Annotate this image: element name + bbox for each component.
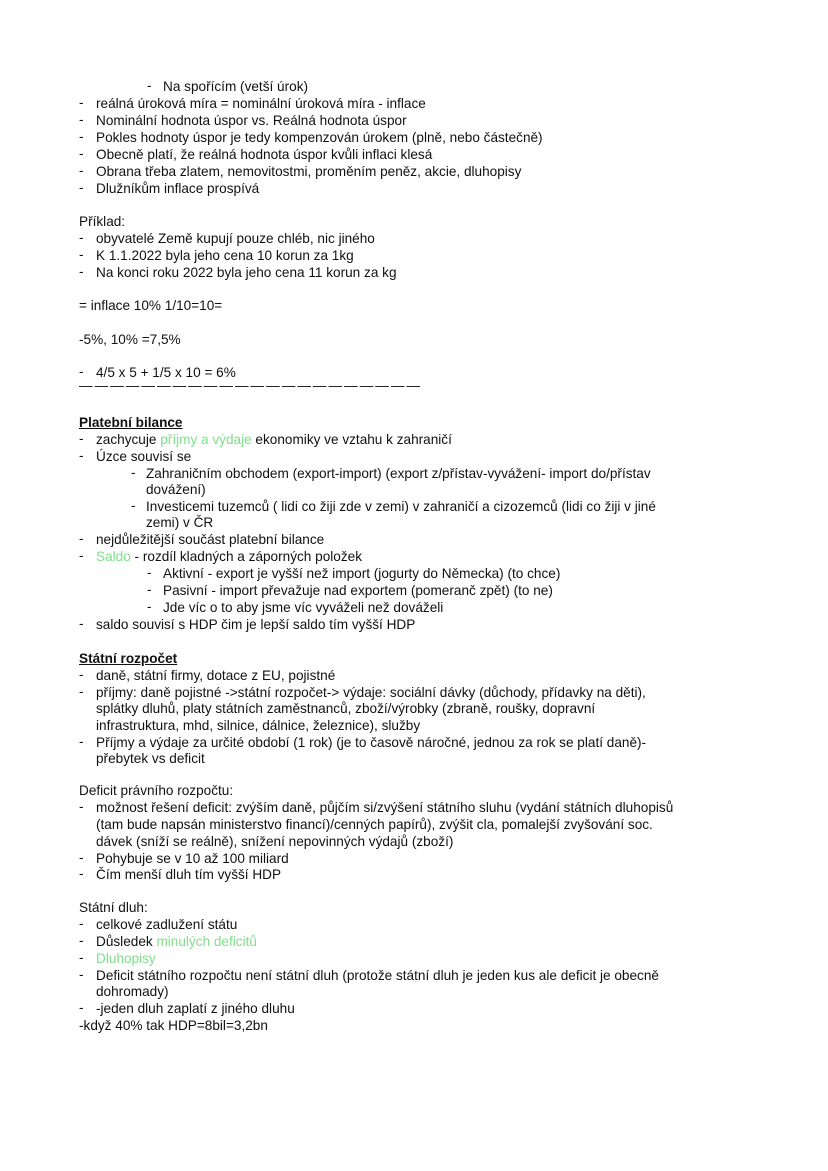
line: přebytek vs deficit (96, 751, 205, 766)
calc-line: 4/5 x 5 + 1/5 x 10 = 6% (96, 365, 236, 380)
line: Na spořícím (vetší úrok) (163, 79, 309, 94)
line: saldo souvisí s HDP čim je lepší saldo tím vyšší HDP (96, 617, 416, 632)
line: Pasivní - import převažuje nad exportem (pomeranč zpět) (to ne) (163, 583, 553, 598)
line: příjmy: daně pojistné ->státní rozpočet-> výdaje: sociální dávky (důchody, přídavky na děti), (96, 685, 646, 700)
section-heading: Státní rozpočet (79, 651, 178, 666)
line: Příjmy a výdaje za určité období (1 rok) (je to časově náročné, jednou za rok se platí daně)- (96, 735, 647, 750)
line: daně, státní firmy, dotace z EU, pojistné (96, 668, 336, 683)
example-title: Příklad: (79, 214, 126, 229)
line: splátky dluhů, platy státních zaměstnanců, zboží/výrobky (zbraně, roušky, dopravní (96, 701, 596, 716)
dash: - (79, 933, 84, 948)
dash: - (79, 247, 84, 262)
dash: - (147, 582, 152, 597)
calc-line: = inflace 10% 1/10=10= (79, 298, 223, 313)
dash: - (79, 531, 84, 546)
dash: - (79, 616, 84, 631)
dash: - (79, 146, 84, 161)
line: infrastruktura, mhd, silnice, dálnice, železnice), služby (96, 718, 421, 733)
subsection-title: Státní dluh: (79, 900, 148, 915)
highlight: Saldo (96, 549, 131, 564)
dash: - (79, 967, 84, 982)
calc-line: -5%, 10% =7,5% (79, 332, 181, 347)
line: obyvatelé Země kupují pouze chléb, nic jiného (96, 231, 375, 246)
subsection-title: Deficit právního rozpočtu: (79, 783, 234, 798)
dash: - (131, 465, 136, 480)
dash: - (79, 916, 84, 931)
line: dávek (sníží se reálně), snížení nepovinných výdajů (zboží) (96, 834, 454, 849)
line: K 1.1.2022 byla jeho cena 10 korun za 1kg (96, 248, 354, 263)
dash: - (79, 112, 84, 127)
dash: - (79, 548, 84, 563)
line: zemi) v ČR (146, 515, 214, 530)
line: Čím menší dluh tím vyšší HDP (96, 867, 282, 882)
line: Důsledek minulých deficitů (96, 934, 257, 949)
dash: - (79, 950, 84, 965)
line: možnost řešení deficit: zvýším daně, půjčím si/zvýšení státního sluhu (vydání státních dluhopisů (96, 800, 674, 815)
line: nejdůležitější součást platební bilance (96, 532, 325, 547)
line: Investicemi tuzemců ( lidi co žiji zde v zemi) v zahraničí a cizozemců (lidi co žiji v jiné (146, 499, 656, 514)
dash: - (79, 230, 84, 245)
dash: - (131, 498, 136, 513)
line: reálná úroková míra = nominální úroková míra - inflace (96, 96, 426, 111)
line: zachycuje příjmy a výdaje ekonomiky ve vztahu k zahraničí (96, 432, 452, 447)
dash: - (79, 667, 84, 682)
dash: - (79, 163, 84, 178)
line: Obrana třeba zlatem, nemovitostmi, proměním peněz, akcie, dluhopisy (96, 164, 522, 179)
dash: - (79, 850, 84, 865)
dash: - (79, 684, 84, 699)
dash: - (147, 599, 152, 614)
line-highlight: Dluhopisy (96, 951, 156, 966)
section-heading: Platební bilance (79, 415, 183, 430)
line: Deficit státního rozpočtu není státní dluh (protože státní dluh je jeden kus ale deficit je obecně (96, 968, 659, 983)
dash: - (79, 1000, 84, 1015)
dash: - (79, 448, 84, 463)
highlight: příjmy a výdaje (160, 432, 252, 447)
dash: - (79, 95, 84, 110)
dash: - (147, 565, 152, 580)
line: Jde víc o to aby jsme víc vyváželi než dováželi (163, 600, 444, 615)
dash: - (79, 129, 84, 144)
dash: - (79, 431, 84, 446)
dash: - (79, 364, 84, 379)
line: (tam bude napsán ministerstvo financí)/cenných papírů), zvýšit cla, pomalejší zvyšování soc. (96, 817, 653, 832)
line: Nominální hodnota úspor vs. Reálná hodnota úspor (96, 113, 407, 128)
line: Na konci roku 2022 byla jeho cena 11 korun za kg (96, 265, 397, 280)
dash: - (147, 78, 152, 93)
line: Aktivní - export je vyšší než import (jogurty do Německa) (to chce) (163, 566, 561, 581)
highlight: minulých deficitů (156, 934, 257, 949)
line: dovážení) (146, 482, 206, 497)
line: Obecně platí, že reálná hodnota úspor kvůli inflaci klesá (96, 147, 433, 162)
divider: —————————————————————— (79, 378, 423, 393)
line: -když 40% tak HDP=8bil=3,2bn (79, 1018, 268, 1033)
dash: - (79, 180, 84, 195)
dash: - (79, 799, 84, 814)
line: Úzce souvisí se (96, 449, 192, 464)
line: dohromady) (96, 984, 169, 999)
line: Pohybuje se v 10 až 100 miliard (96, 851, 289, 866)
line: celkové zadlužení státu (96, 917, 238, 932)
line: Saldo - rozdíl kladných a záporných položek (96, 549, 362, 564)
line: -jeden dluh zaplatí z jiného dluhu (96, 1001, 295, 1016)
line: Dlužníkům inflace prospívá (96, 181, 260, 196)
line: Zahraničním obchodem (export-import) (export z/přístav-vyvážení- import do/přístav (146, 466, 651, 481)
dash: - (79, 264, 84, 279)
line: Pokles hodnoty úspor je tedy kompenzován úrokem (plně, nebo částečně) (96, 130, 543, 145)
dash: - (79, 866, 84, 881)
dash: - (79, 734, 84, 749)
